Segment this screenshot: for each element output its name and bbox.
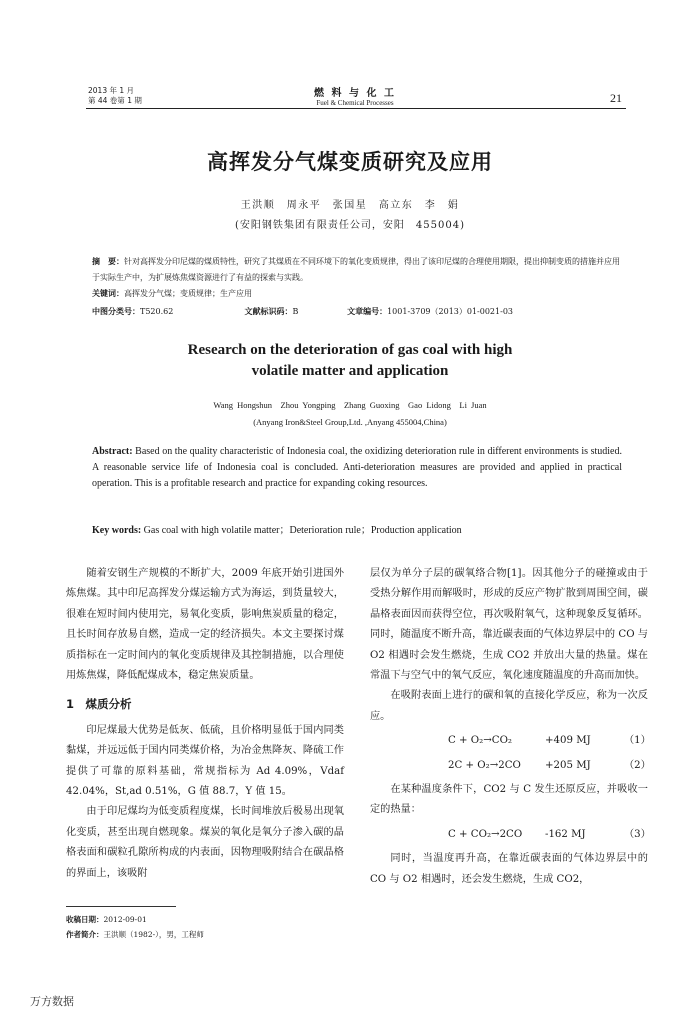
- affiliation-en: (Anyang Iron&Steel Group,Ltd. ,Anyang 455004,China): [253, 417, 447, 427]
- journal-name: [270, 84, 440, 107]
- doc-code-label: 文献标识码：: [244, 306, 293, 316]
- equation-3: [370, 825, 651, 845]
- equation-expression: 2C + O₂→2CO: [448, 759, 521, 771]
- body-column-left: [66, 564, 344, 884]
- abstract-en: [92, 444, 622, 492]
- abstract-en-text: Based on the quality characteristic of Indonesia coal, the oxidizing deterioration rule in different environments is studied. A reasonable service life of Indonesia coal is concluded. Anti-deterioration measures are provided and applied in practical operation. This is a profitable research and practice for expanding coking resources.: [92, 446, 622, 489]
- abstract-cn-label: 摘 要：: [92, 257, 124, 266]
- article-no-label: 文章编号：: [347, 306, 388, 316]
- keywords-cn-label: 关键词：: [92, 289, 124, 298]
- volume-issue: 第 44 卷第 1 期: [88, 96, 142, 105]
- equation-1: [370, 731, 651, 751]
- body-column-right: [370, 564, 651, 890]
- equation-expression: C + CO₂→2CO: [448, 828, 523, 840]
- body-paragraph: 在吸附表面上进行的碳和氧的直接化学反应，称为一次反应。: [370, 690, 648, 722]
- page-number: 21: [610, 91, 622, 105]
- body-paragraph: 同时，当温度再升高，在靠近碳表面的气体边界层中的 CO 与 O2 相遇时，还会发生燃烧，生成 CO2，: [370, 853, 648, 885]
- equation-enthalpy: +409 MJ: [545, 735, 591, 747]
- body-paragraph: 由于印尼煤均为低变质程度煤，长时间堆放后极易出现氧化变质，甚至出现自燃现象。煤炭的氧化是氧分子渗入碳的晶格表面和碳粒孔隙所构成的内表面，因物理吸附结合在碳晶格的界面上，该吸附: [66, 806, 344, 879]
- author-bio-label: 作者简介：: [66, 930, 104, 939]
- keywords-en-text: Gas coal with high volatile matter；Deterioration rule；Production application: [143, 525, 462, 536]
- abstract-cn-text: 针对高挥发分印尼煤的煤质特性，研究了其煤质在不同环境下的氧化变质规律，得出了该印尼煤的合理使用期限，提出抑制变质的措施并应用于实际生产中，为扩展炼焦煤资源进行了有益的探索与实践。: [92, 257, 620, 282]
- header-divider: [86, 108, 626, 109]
- body-paragraph: 在某种温度条件下，CO2 与 C 发生还原反应，并吸收一定的热量：: [370, 784, 648, 816]
- abstract-en-label: Abstract:: [92, 446, 133, 457]
- body-paragraph: 印尼煤最大优势是低灰、低硫，且价格明显低于国内同类黏煤，并远远低于国内同类煤价格，为冶金焦降灰、降硫工作提供了可靠的原料基础，常规指标为 Ad 4.09%，Vdaf 42.04%，St,ad 0.51%，G 值 88.7，Y 值 15。: [66, 724, 344, 798]
- authors-en: Wang Hongshun Zhou Yongping Zhang Guoxing Gao Lidong Li Juan: [213, 400, 487, 410]
- abstract-cn: [92, 254, 622, 302]
- equation-number: （3）: [624, 828, 651, 840]
- keywords-cn-text: 高挥发分气煤；变质规律；生产应用: [124, 289, 252, 298]
- doc-code-value: B: [292, 307, 299, 316]
- keywords-en-label: Key words:: [92, 525, 142, 536]
- keywords-en: [92, 521, 622, 536]
- clc-label: 中图分类号：: [92, 306, 140, 316]
- issue-date: 2013 年 1 月: [88, 86, 135, 95]
- affiliation-cn: (安阳钢铁集团有限责任公司，安阳 455004): [235, 220, 465, 231]
- paper-title-en: [0, 340, 700, 382]
- paper-title-en-line1: Research on the deterioration of gas coal with high: [187, 342, 513, 358]
- received-label: 收稿日期：: [66, 915, 104, 924]
- section-heading: 1 煤质分析: [66, 697, 132, 712]
- classification-row: [92, 306, 513, 317]
- authors-cn: 王洪顺 周永平 张国星 高立东 李 娟: [240, 200, 460, 211]
- footnote-divider: [66, 906, 176, 907]
- received-date: 2012-09-01: [103, 915, 147, 924]
- body-paragraph: 层仅为单分子层的碳氧络合物[1]。因其他分子的碰撞或由于受热分解作用而解吸时，形成的反应产物扩散到周围空间，碳晶格表面因而获得空位，再次吸附氧气，这种现象反复循环。同时，随温度不断升高，靠近碳表面的气体边界层中的 CO 与 O2 相遇时会发生燃烧，生成 CO2 并放出大量的热量。煤在常温下与空气中的氧气反应，氧化速度随温度的升高而加快。: [370, 568, 648, 682]
- watermark: 万方数据: [30, 995, 74, 1008]
- running-header-left: [88, 86, 142, 106]
- journal-name-cn: 燃 料 与 化 工: [314, 88, 396, 99]
- equation-expression: C + O₂→CO₂: [448, 735, 513, 747]
- equation-2: [370, 756, 651, 776]
- equation-number: （2）: [624, 759, 651, 771]
- author-bio: 王洪顺（1982-），男，工程师: [103, 930, 204, 939]
- journal-name-en: Fuel & Chemical Processes: [316, 99, 394, 107]
- article-no-value: 1001-3709（2013）01-0021-03: [387, 307, 513, 316]
- paper-title-cn: 高挥发分气煤变质研究及应用: [207, 150, 493, 174]
- equation-enthalpy: -162 MJ: [545, 828, 586, 840]
- clc-value: T520.62: [140, 307, 174, 316]
- footnote: [66, 912, 204, 942]
- equation-number: （1）: [624, 735, 651, 747]
- paper-title-en-line2: volatile matter and application: [251, 363, 449, 379]
- body-paragraph: 随着安钢生产规模的不断扩大，2009 年底开始引进国外炼焦煤。其中印尼高挥发分煤运输方式为海运，到货量较大，很难在短时间内使用完，易氧化变质，影响焦炭质量的稳定，且长时间存放易自燃，造成一定的经济损失。本文主要探讨煤质指标在一定时间内的氧化变质规律及其控制措施，以合理使用炼焦煤，降低配煤成本，稳定焦炭质量。: [66, 568, 344, 682]
- equation-enthalpy: +205 MJ: [545, 759, 591, 771]
